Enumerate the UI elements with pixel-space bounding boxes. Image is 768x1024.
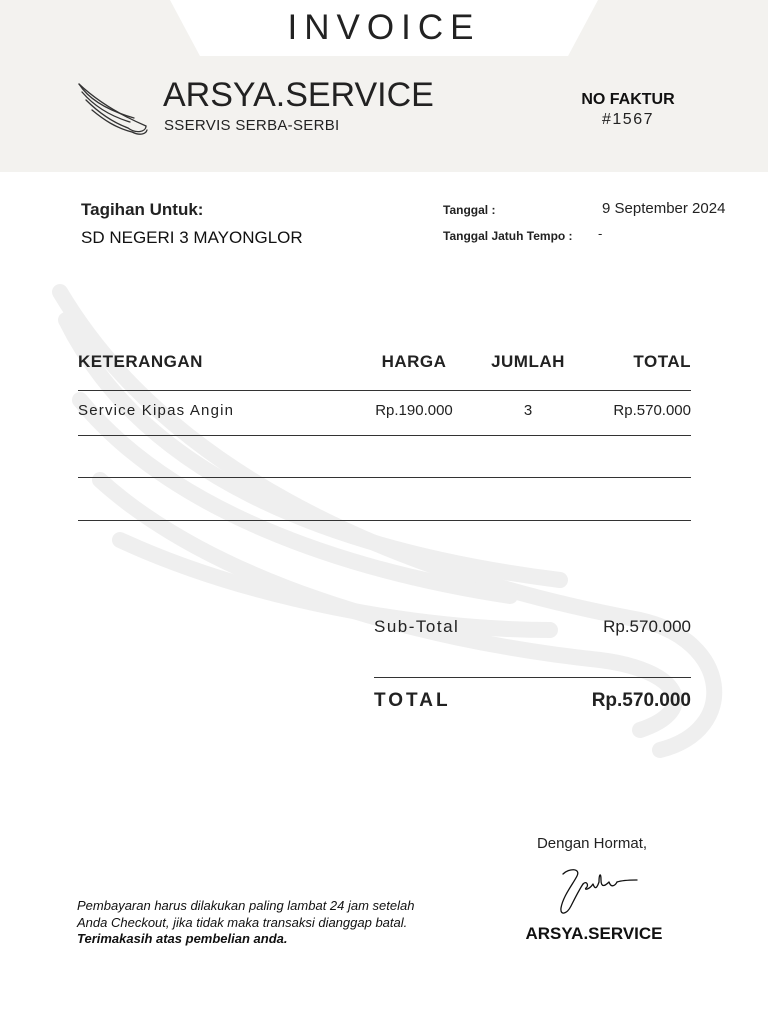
column-header-total: TOTAL bbox=[633, 352, 691, 371]
bill-to-label: Tagihan Untuk: bbox=[81, 200, 204, 219]
brand-name: ARSYA.SERVICE bbox=[163, 76, 434, 114]
row-price: Rp.190.000 bbox=[375, 402, 453, 419]
brand-tagline: SSERVIS SERBA-SERBI bbox=[164, 117, 340, 134]
row-divider bbox=[78, 435, 691, 436]
signature-icon bbox=[553, 862, 643, 918]
row-description: Service Kipas Angin bbox=[78, 402, 235, 419]
invoice-title: INVOICE bbox=[287, 8, 481, 47]
column-header-description: KETERANGAN bbox=[78, 352, 203, 371]
table-header-divider bbox=[78, 390, 691, 391]
row-divider bbox=[78, 520, 691, 521]
row-divider bbox=[78, 477, 691, 478]
payment-note-text: Pembayaran harus dilakukan paling lambat 24 jam setelah Anda Checkout, jika tidak maka transaksi dianggap batal. bbox=[77, 898, 415, 930]
closing-text: Dengan Hormat, bbox=[536, 835, 648, 852]
wing-icon bbox=[76, 78, 150, 138]
due-date-label: Tanggal Jatuh Tempo : bbox=[443, 229, 573, 243]
payment-note-thanks: Terimakasih atas pembelian anda. bbox=[77, 931, 288, 946]
payment-note bbox=[77, 898, 437, 948]
due-date-value: - bbox=[598, 226, 603, 241]
column-header-price: HARGA bbox=[381, 352, 447, 371]
subtotal-value: Rp.570.000 bbox=[603, 617, 691, 636]
date-label: Tanggal : bbox=[443, 203, 496, 217]
column-header-qty: JUMLAH bbox=[491, 352, 565, 371]
subtotal-label: Sub-Total bbox=[374, 617, 460, 636]
bill-to-customer: SD NEGERI 3 MAYONGLOR bbox=[81, 228, 303, 247]
signer-name: ARSYA.SERVICE bbox=[525, 924, 663, 943]
date-value: 9 September 2024 bbox=[602, 200, 726, 217]
total-value: Rp.570.000 bbox=[591, 690, 691, 711]
invoice-no-label: NO FAKTUR bbox=[581, 91, 675, 108]
total-label: TOTAL bbox=[374, 690, 451, 711]
total-divider bbox=[374, 677, 691, 678]
row-total: Rp.570.000 bbox=[613, 402, 691, 419]
row-qty: 3 bbox=[523, 402, 533, 419]
invoice-no: #1567 bbox=[602, 111, 654, 128]
